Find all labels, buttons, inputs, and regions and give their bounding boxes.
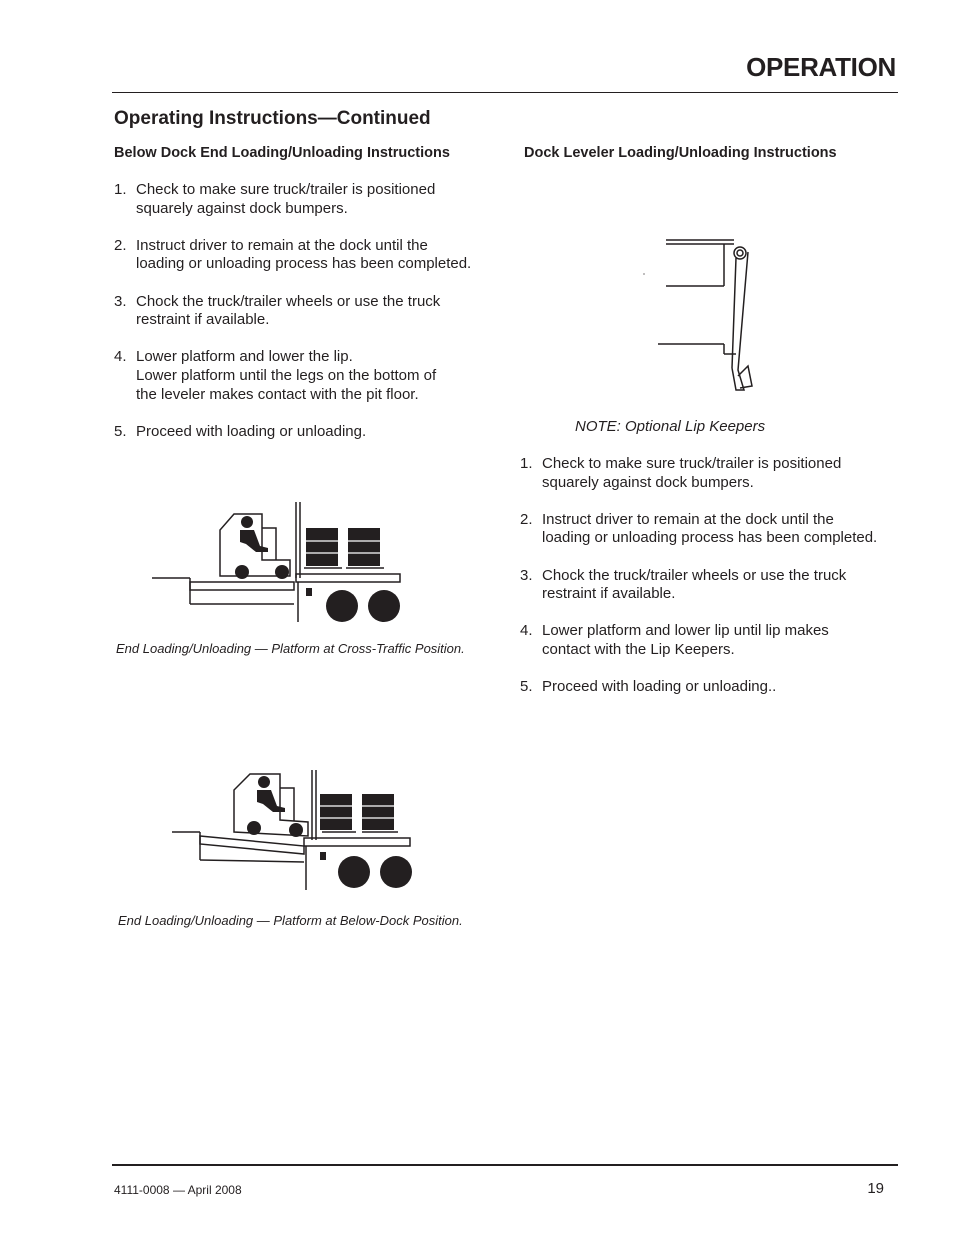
list-item: 2. Instruct driver to remain at the dock until the loading or unloading process has been completed.	[520, 510, 878, 547]
list-item: 4. Lower platform and lower the lip. Lower platform until the legs on the bottom of the leveler makes contact with the pit floor.	[114, 348, 437, 403]
right-steps-list	[520, 455, 910, 715]
lip-keepers-note: NOTE: Optional Lip Keepers	[575, 418, 766, 435]
figure-below-dock-caption: End Loading/Unloading — Platform at Below-Dock Position.	[118, 913, 463, 928]
main-heading: Operating Instructions—Continued	[114, 108, 431, 129]
footer-rule	[112, 1164, 898, 1166]
list-item: 5. Proceed with loading or unloading.	[114, 422, 367, 440]
section-title: OPERATION	[746, 52, 896, 82]
lip-keeper-illustration	[640, 236, 770, 394]
figure-cross-traffic-illustration	[150, 498, 402, 626]
figure-below-dock-illustration	[170, 766, 412, 892]
list-item: 1. Check to make sure truck/trailer is positioned squarely against dock bumpers.	[520, 455, 842, 491]
list-item: 2. Instruct driver to remain at the dock until the loading or unloading process has been completed.	[114, 236, 472, 273]
list-item: 4. Lower platform and lower lip until lip makes contact with the Lip Keepers.	[520, 622, 829, 658]
list-item: 5. Proceed with loading or unloading..	[520, 678, 777, 696]
left-column-heading: Below Dock End Loading/Unloading Instructions	[114, 145, 450, 161]
page-number: 19	[867, 1180, 884, 1197]
list-item: 1. Check to make sure truck/trailer is positioned squarely against dock bumpers.	[114, 181, 436, 217]
header-rule	[112, 92, 898, 93]
figure-cross-traffic-caption: End Loading/Unloading — Platform at Cross-Traffic Position.	[116, 641, 465, 656]
list-item: 3. Chock the truck/trailer wheels or use the truck restraint if available.	[520, 566, 847, 603]
right-column-heading: Dock Leveler Loading/Unloading Instructions	[524, 145, 837, 161]
list-item: 3. Chock the truck/trailer wheels or use the truck restraint if available.	[114, 292, 441, 329]
left-steps-list	[114, 181, 504, 460]
footer-doc-id: 4111-0008 — April 2008	[114, 1183, 242, 1197]
